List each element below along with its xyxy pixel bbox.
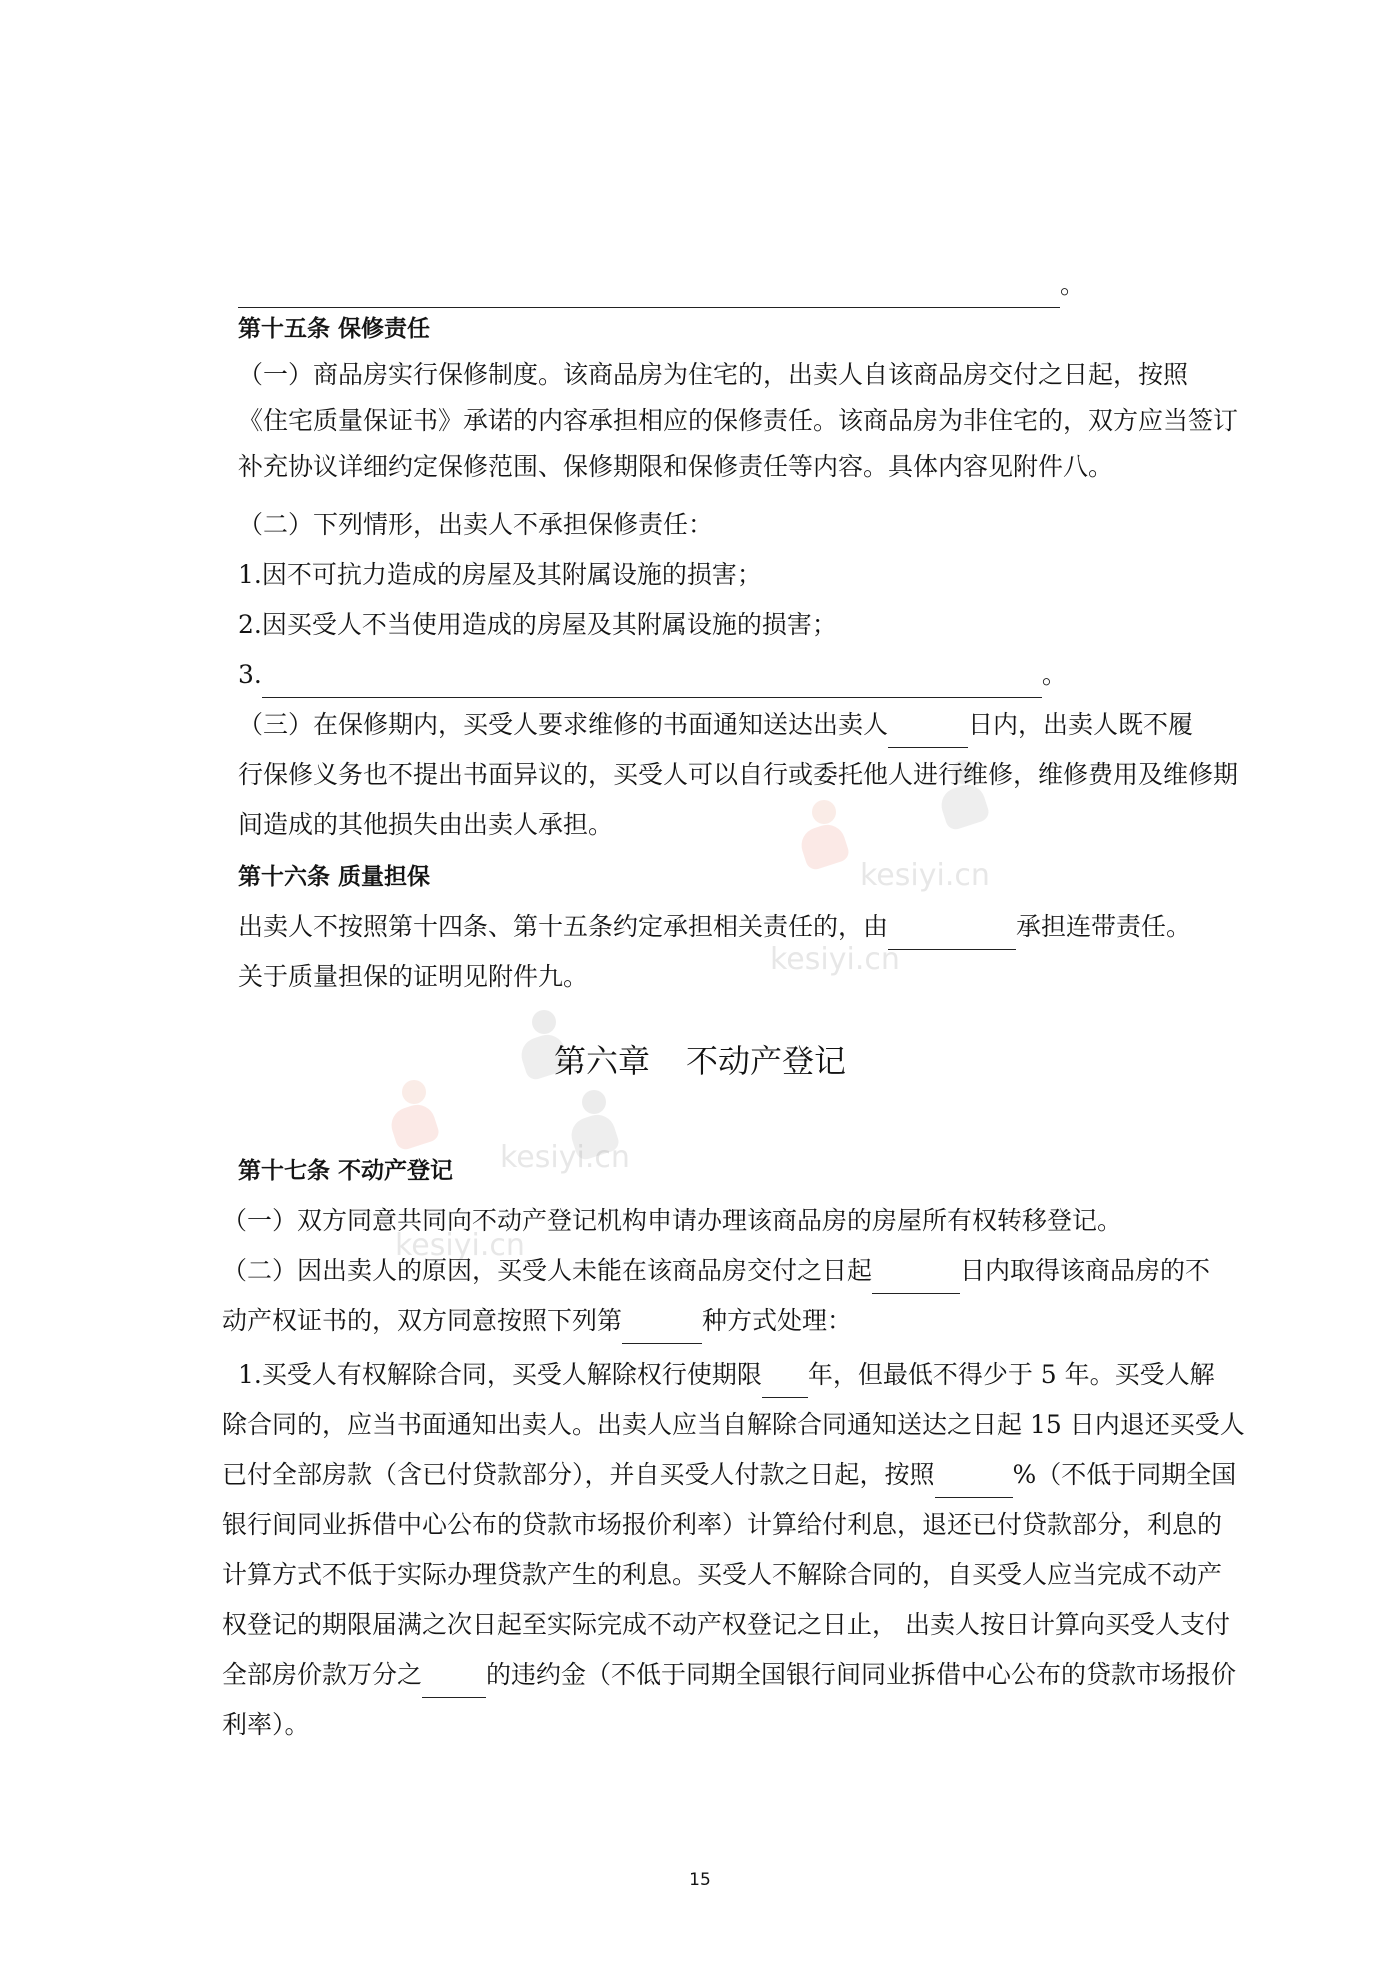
fill-in-blank[interactable] <box>262 667 1042 698</box>
paragraph-text: 银行间同业拆借中心公布的贷款市场报价利率）计算给付利息，退还已付贷款部分，利息的 <box>222 1510 1223 1539</box>
fill-in-blank[interactable] <box>238 277 1060 308</box>
paragraph-text: 计算方式不低于实际办理贷款产生的利息。买受人不解除合同的，自买受人应当完成不动产 <box>222 1560 1223 1589</box>
paragraph-text: 补充协议详细约定保修范围、保修期限和保修责任等内容。具体内容见附件八。 <box>238 452 1114 481</box>
paragraph-text: （三）在保修期内，买受人要求维修的书面通知送达出卖人 日内，出卖人既不履 <box>238 702 1193 748</box>
paragraph-text: 行保修义务也不提出书面异议的，买受人可以自行或委托他人进行维修，维修费用及维修期 <box>238 760 1239 789</box>
fill-in-blank[interactable] <box>422 1667 486 1698</box>
fill-in-blank[interactable] <box>622 1313 702 1344</box>
fill-in-blank[interactable] <box>762 1367 808 1398</box>
paragraph-text: 除合同的，应当书面通知出卖人。出卖人应当自解除合同通知送达之日起 15 日内退还买受人 <box>222 1410 1245 1439</box>
fill-in-blank[interactable] <box>935 1467 1013 1498</box>
paragraph-text: （二）下列情形，出卖人不承担保修责任： <box>238 510 714 539</box>
fill-in-blank[interactable] <box>888 717 968 748</box>
watermark-text: kesiyi.cn <box>770 942 900 977</box>
list-item: 3. 。 <box>238 652 1067 698</box>
watermark-figure <box>790 800 860 880</box>
paragraph-text: 已付全部房款（含已付贷款部分），并自买受人付款之日起，按照 %（不低于同期全国 <box>222 1452 1236 1498</box>
watermark-text: kesiyi.cn <box>500 1140 630 1175</box>
paragraph-text: 利率）。 <box>222 1710 310 1739</box>
paragraph-text: 动产权证书的，双方同意按照下列第 种方式处理： <box>222 1298 852 1344</box>
paragraph-text: 权登记的期限届满之次日起至实际完成不动产权登记之日止， 出卖人按日计算向买受人支付 <box>222 1610 1230 1639</box>
paragraph-text: （二）因出卖人的原因，买受人未能在该商品房交付之日起 日内取得该商品房的不 <box>222 1248 1210 1294</box>
paragraph-text: （一）双方同意共同向不动产登记机构申请办理该商品房的房屋所有权转移登记。 <box>222 1206 1123 1235</box>
paragraph-text: 关于质量担保的证明见附件九。 <box>238 962 589 991</box>
fill-in-blank[interactable] <box>872 1263 960 1294</box>
fill-in-blank[interactable] <box>888 919 1016 950</box>
paragraph-text: 《住宅质量保证书》承诺的内容承担相应的保修责任。该商品房为非住宅的，双方应当签订 <box>238 406 1239 435</box>
paragraph-text: 出卖人不按照第十四条、第十五条约定承担相关责任的，由 承担连带责任。 <box>238 904 1191 950</box>
article-15-title: 第十五条 保修责任 <box>238 316 431 342</box>
chapter-title: 第六章 不动产登记 <box>553 1042 847 1080</box>
watermark-text: kesiyi.cn <box>395 1228 525 1263</box>
page-number: 15 <box>689 1870 711 1890</box>
blank-line-continuation: 。 <box>238 262 1085 308</box>
article-16-title: 第十六条 质量担保 <box>238 864 431 890</box>
watermark-text: kesiyi.cn <box>860 858 990 893</box>
list-item: 1.因不可抗力造成的房屋及其附属设施的损害； <box>238 560 762 589</box>
list-item: 1.买受人有权解除合同，买受人解除权行使期限 年，但最低不得少于 5 年。买受人解 <box>238 1352 1215 1398</box>
paragraph-text: （一）商品房实行保修制度。该商品房为住宅的，出卖人自该商品房交付之日起，按照 <box>238 360 1189 389</box>
paragraph-text: 全部房价款万分之 的违约金（不低于同期全国银行间同业拆借中心公布的贷款市场报价 <box>222 1652 1236 1698</box>
list-item: 2.因买受人不当使用造成的房屋及其附属设施的损害； <box>238 610 837 639</box>
paragraph-text: 间造成的其他损失由出卖人承担。 <box>238 810 614 839</box>
article-17-title: 第十七条 不动产登记 <box>238 1158 454 1184</box>
